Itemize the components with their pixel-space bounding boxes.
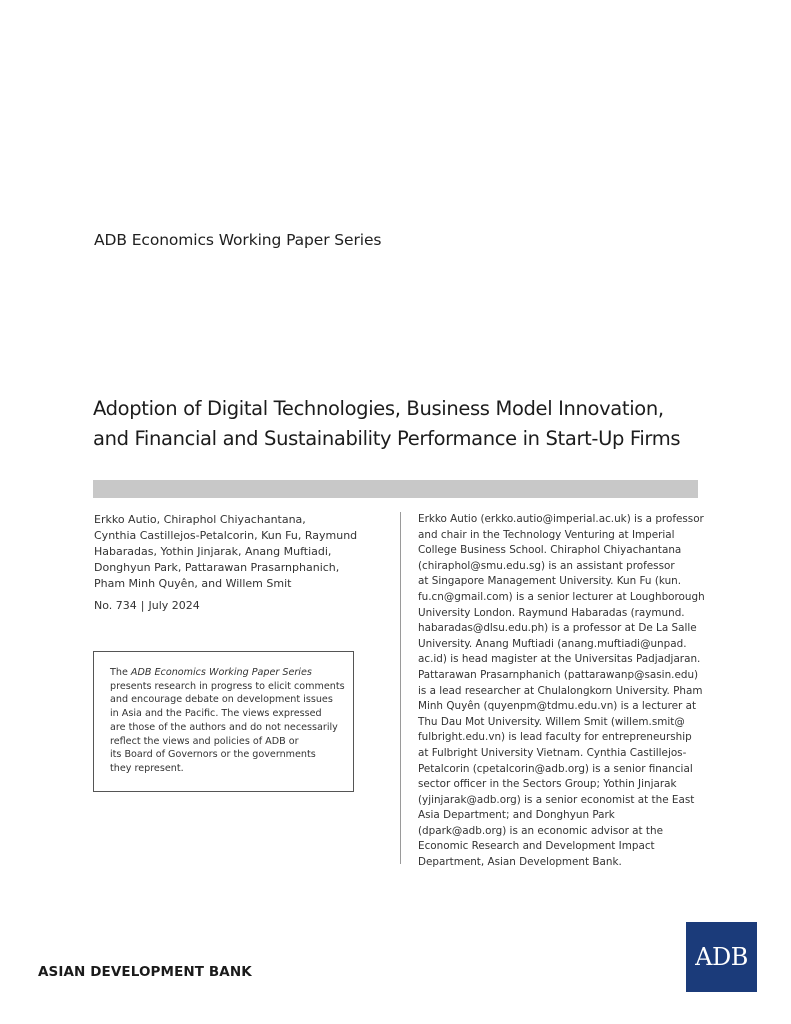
- author-line: Habaradas, Yothin Jinjarak, Anang Muftiadi,: [94, 545, 332, 558]
- affiliation-line: Petalcorin (cpetalcorin@adb.org) is a senior financial: [418, 762, 693, 775]
- affiliation-line: is a lead researcher at Chulalongkorn University. Pham: [418, 684, 703, 697]
- affiliation-line: University London. Raymund Habaradas (raymund.: [418, 606, 685, 619]
- author-line: Cynthia Castillejos-Petalcorin, Kun Fu, Raymund: [94, 529, 358, 542]
- affiliation-line: (dpark@adb.org) is an economic advisor at the: [418, 824, 663, 837]
- affiliation-line: Department, Asian Development Bank.: [418, 856, 622, 869]
- disclaimer-line: are those of the authors and do not necessarily: [110, 721, 338, 733]
- disclaimer-line: presents research in progress to elicit comments: [110, 680, 345, 692]
- affiliation-line: College Business School. Chiraphol Chiyachantana: [418, 544, 682, 557]
- affiliation-line: Erkko Autio (erkko.autio@imperial.ac.uk) is a professor: [418, 513, 704, 525]
- organization-name: ASIAN DEVELOPMENT BANK: [38, 964, 252, 980]
- title-line: and Financial and Sustainability Performance in Start-Up Firms: [93, 427, 681, 450]
- issue-separator: |: [140, 599, 145, 612]
- issue-number: No. 734: [94, 599, 137, 612]
- affiliation-line: fulbright.edu.vn) is lead faculty for entrepreneurship: [418, 731, 692, 744]
- title-line: Adoption of Digital Technologies, Business Model Innovation,: [93, 397, 664, 420]
- disclaimer-line: they represent.: [110, 762, 184, 774]
- author-line: Pham Minh Quyên, and Willem Smit: [94, 577, 292, 590]
- disclaimer-line: its Board of Governors or the governments: [110, 749, 316, 761]
- paper-title: [93, 394, 733, 454]
- affiliation-line: (chiraphol@smu.edu.sg) is an assistant professor: [418, 559, 675, 572]
- affiliation-line: Thu Dau Mot University. Willem Smit (willem.smit@: [418, 715, 685, 728]
- affiliation-line: fu.cn@gmail.com) is a senior lecturer at Loughborough: [418, 590, 705, 603]
- author-affiliations: [418, 512, 718, 871]
- affiliation-line: Economic Research and Development Impact: [418, 840, 655, 853]
- disclaimer-prefix: The: [110, 667, 131, 678]
- disclaimer-line: in Asia and the Pacific. The views expressed: [110, 708, 322, 720]
- series-title: ADB Economics Working Paper Series: [94, 231, 382, 249]
- affiliation-line: (yjinjarak@adb.org) is a senior economist at the East: [418, 793, 695, 806]
- affiliation-line: University. Anang Muftiadi (anang.muftiadi@unpad.: [418, 637, 687, 650]
- disclaimer-series-name: ADB Economics Working Paper Series: [130, 667, 312, 678]
- disclaimer-line: [110, 666, 343, 680]
- affiliation-line: Minh Quyên (quyenpm@tdmu.edu.vn) is a lecturer at: [418, 700, 697, 713]
- affiliation-line: Pattarawan Prasarnphanich (pattarawanp@sasin.edu): [418, 668, 699, 681]
- disclaimer-line: and encourage debate on development issues: [110, 694, 333, 706]
- affiliation-line: at Fulbright University Vietnam. Cynthia Castillejos-: [418, 746, 687, 759]
- author-line: Erkko Autio, Chiraphol Chiyachantana,: [94, 513, 306, 526]
- disclaimer-line: reflect the views and policies of ADB or: [110, 735, 299, 747]
- adb-logo: [686, 922, 757, 992]
- affiliation-line: sector officer in the Sectors Group; Yothin Jinjarak: [418, 778, 677, 791]
- disclaimer-box: [93, 651, 354, 792]
- issue-date: July 2024: [148, 599, 200, 612]
- affiliation-line: ac.id) is head magister at the Universitas Padjadjaran.: [418, 653, 701, 666]
- author-list: [94, 512, 374, 592]
- affiliation-rule: [400, 512, 401, 864]
- affiliation-line: Asia Department; and Donghyun Park: [418, 809, 615, 822]
- affiliation-line: at Singapore Management University. Kun Fu (kun.: [418, 575, 682, 588]
- divider-bar: [93, 480, 698, 498]
- affiliation-line: habaradas@dlsu.edu.ph) is a professor at De La Salle: [418, 622, 697, 635]
- adb-logo-text: ADB: [695, 943, 748, 971]
- affiliation-line: and chair in the Technology Venturing at Imperial: [418, 528, 675, 541]
- issue-info: [94, 599, 200, 612]
- author-line: Donghyun Park, Pattarawan Prasarnphanich,: [94, 561, 340, 574]
